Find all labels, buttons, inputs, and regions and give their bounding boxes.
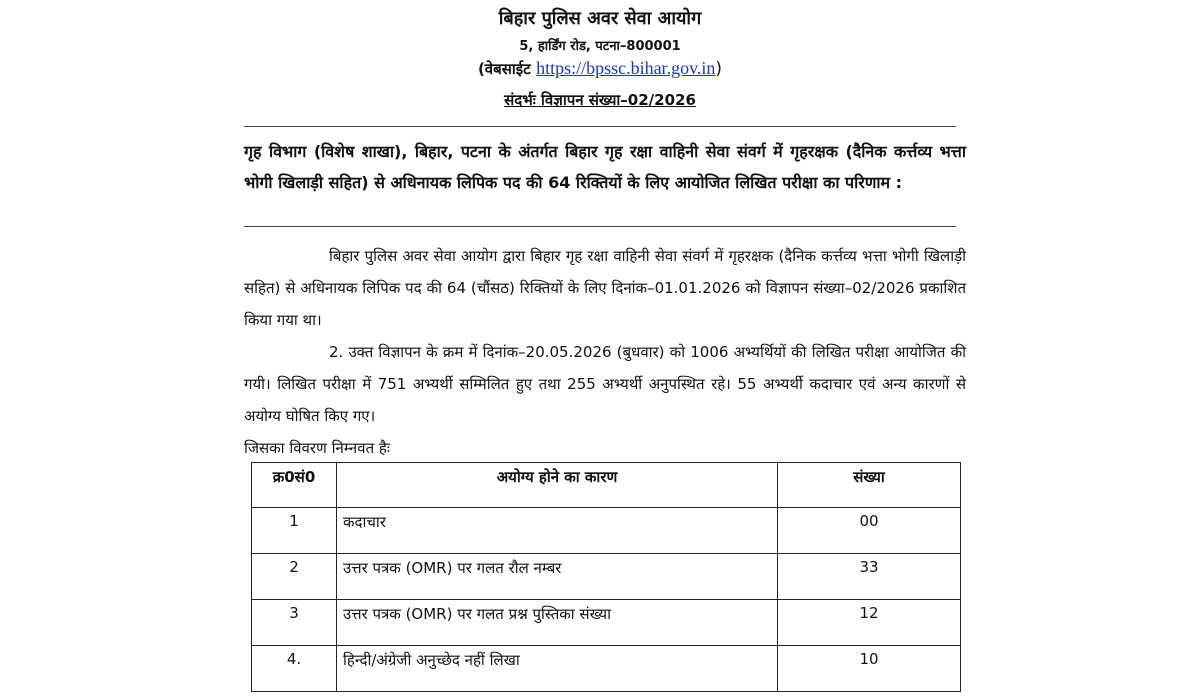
reference-text: संदर्भः विज्ञापन संख्या–02/2026 [504,91,696,109]
table-row [252,554,961,600]
body-paragraph-1: बिहार पुलिस अवर सेवा आयोग द्वारा बिहार गृह रक्षा वाहिनी सेवा संवर्ग में गृहरक्षक (दैनिक कर्त्तव्य भत्ता भोगी खिलाड़ी सहित) से अधिनायक लिपिक पद की 64 (चौंसठ) रिक्तियों के लिए दिनांक–01.01.2026 को विज्ञापन संख्या–02/2026 प्रकाशित किया गया था। [244,247,966,329]
website-link[interactable]: https://bpssc.bihar.gov.in [536,58,716,78]
table-row [252,646,961,692]
row-serial: 2 [252,554,337,600]
disqualification-table [251,462,961,692]
row-count: 33 [778,554,961,600]
row-count: 10 [778,646,961,692]
header-serial: क्र0सं0 [252,463,337,508]
table-header-row [252,463,961,508]
row-serial: 1 [252,508,337,554]
top-divider [244,126,956,127]
reference-line [0,90,1200,110]
row-reason: उत्तर पत्रक (OMR) पर गलत प्रश्न पुस्तिका संख्या [337,600,778,646]
org-name: बिहार पुलिस अवर सेवा आयोग [498,8,702,29]
row-serial: 3 [252,600,337,646]
subject-heading: गृह विभाग (विशेष शाखा), बिहार, पटना के अंतर्गत बिहार गृह रक्षा वाहिनी सेवा संवर्ग में गृहरक्षक (दैनिक कर्त्तव्य भत्ता भोगी खिलाड़ी सहित) से अधिनायक लिपिक पद की 64 रिक्तियों के लिए आयोजित लिखित परीक्षा का परिणाम : [244,142,966,192]
table-row [252,508,961,554]
subject-divider [244,226,956,227]
website-prefix: (वेबसाईट [477,60,531,78]
header-count: संख्या [778,463,961,508]
row-reason: उत्तर पत्रक (OMR) पर गलत रौल नम्बर [337,554,778,600]
row-reason: कदाचार [337,508,778,554]
row-reason: हिन्दी/अंग्रेजी अनुच्छेद नहीं लिखा [337,646,778,692]
table-row [252,600,961,646]
row-count: 00 [778,508,961,554]
row-count: 12 [778,600,961,646]
header-reason: अयोग्य होने का कारण [337,463,778,508]
body-paragraph-3: जिसका विवरण निम्नवत हैः [244,439,390,457]
body-paragraph-2: 2. उक्त विज्ञापन के क्रम में दिनांक–20.05.2026 (बुधवार) को 1006 अभ्यर्थियों की लिखित परीक्षा आयोजित की गयी। लिखित परीक्षा में 751 अभ्यर्थी सम्मिलित हुए तथा 255 अभ्यर्थी अनुपस्थित रहे। 55 अभ्यर्थी कदाचार एवं अन्य कारणों से अयोग्य घोषित किए गए। [244,343,966,425]
website-suffix: ) [715,59,723,79]
website-line [0,58,1200,79]
notice-body [244,240,966,464]
row-serial: 4. [252,646,337,692]
org-address: 5, हार्डिंग रोड, पटना–800001 [519,39,681,54]
